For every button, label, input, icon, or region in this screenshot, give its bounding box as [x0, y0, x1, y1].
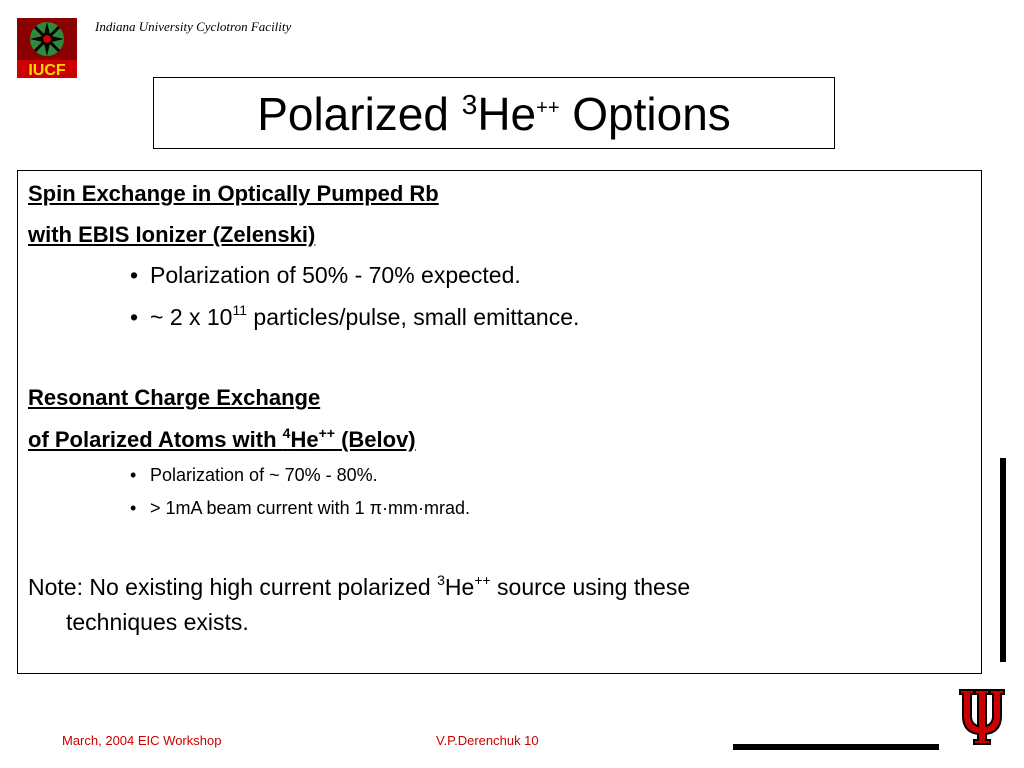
section1-heading-line1: Spin Exchange in Optically Pumped Rb [28, 181, 439, 206]
footer-event: March, 2004 EIC Workshop [62, 733, 222, 748]
title-element: He [477, 88, 537, 140]
bullet-text: > 1mA beam current with 1 π·mm·mrad. [150, 498, 471, 518]
page-title [154, 78, 834, 150]
section1-bullet1 [130, 262, 521, 289]
section1-bullet2 [130, 304, 579, 331]
iucf-logo [17, 18, 77, 78]
note-text: Note: No existing high current polarized [28, 574, 438, 600]
footer-author-page: V.P.Derenchuk 10 [436, 733, 539, 748]
iu-trident-logo [956, 686, 1008, 748]
title-box [153, 77, 835, 149]
note-charge: ++ [474, 572, 491, 588]
note-line1 [28, 574, 690, 601]
title-prefix: Polarized [257, 88, 462, 140]
section2-author: (Belov) [341, 427, 416, 452]
note-text-cont: source using these [490, 574, 691, 600]
logo-text: IUCF [28, 62, 66, 78]
bullet-text: ~ 2 x 10 [150, 304, 233, 330]
bullet-icon: • [130, 304, 139, 330]
section1-author: (Zelenski) [212, 222, 316, 247]
section2-heading-line2 [28, 427, 416, 453]
bullet-exponent: 11 [232, 302, 248, 318]
bullet-text: Polarization of 50% - 70% expected. [150, 262, 521, 288]
section2-bullet2 [130, 498, 470, 519]
title-suffix: Options [559, 88, 731, 140]
content-box [17, 170, 982, 674]
institution-name: Indiana University Cyclotron Facility [95, 19, 292, 34]
decorative-horizontal-bar [733, 744, 939, 750]
section2-heading-line1: Resonant Charge Exchange [28, 385, 321, 410]
note-element: He [444, 574, 475, 600]
section2-heading-text: of Polarized Atoms with [28, 427, 283, 452]
section2-charge: ++ [318, 425, 335, 441]
bullet-text-cont: particles/pulse, small emittance. [247, 304, 580, 330]
section2-element: He [290, 427, 319, 452]
bullet-text: Polarization of ~ 70% - 80%. [150, 465, 378, 485]
bullet-icon: • [130, 465, 137, 485]
section1-heading-line2 [28, 222, 315, 248]
section2-bullet1 [130, 465, 378, 486]
note-line2: techniques exists. [66, 609, 249, 635]
bullet-icon: • [130, 262, 139, 288]
title-charge: ++ [536, 97, 560, 119]
section1-heading-text: with EBIS Ionizer [28, 222, 213, 247]
bullet-icon: • [130, 498, 137, 518]
section2-isotope: 4 [282, 425, 291, 441]
note-isotope: 3 [437, 572, 445, 588]
title-isotope: 3 [461, 89, 478, 120]
decorative-vertical-bar [1000, 458, 1006, 662]
